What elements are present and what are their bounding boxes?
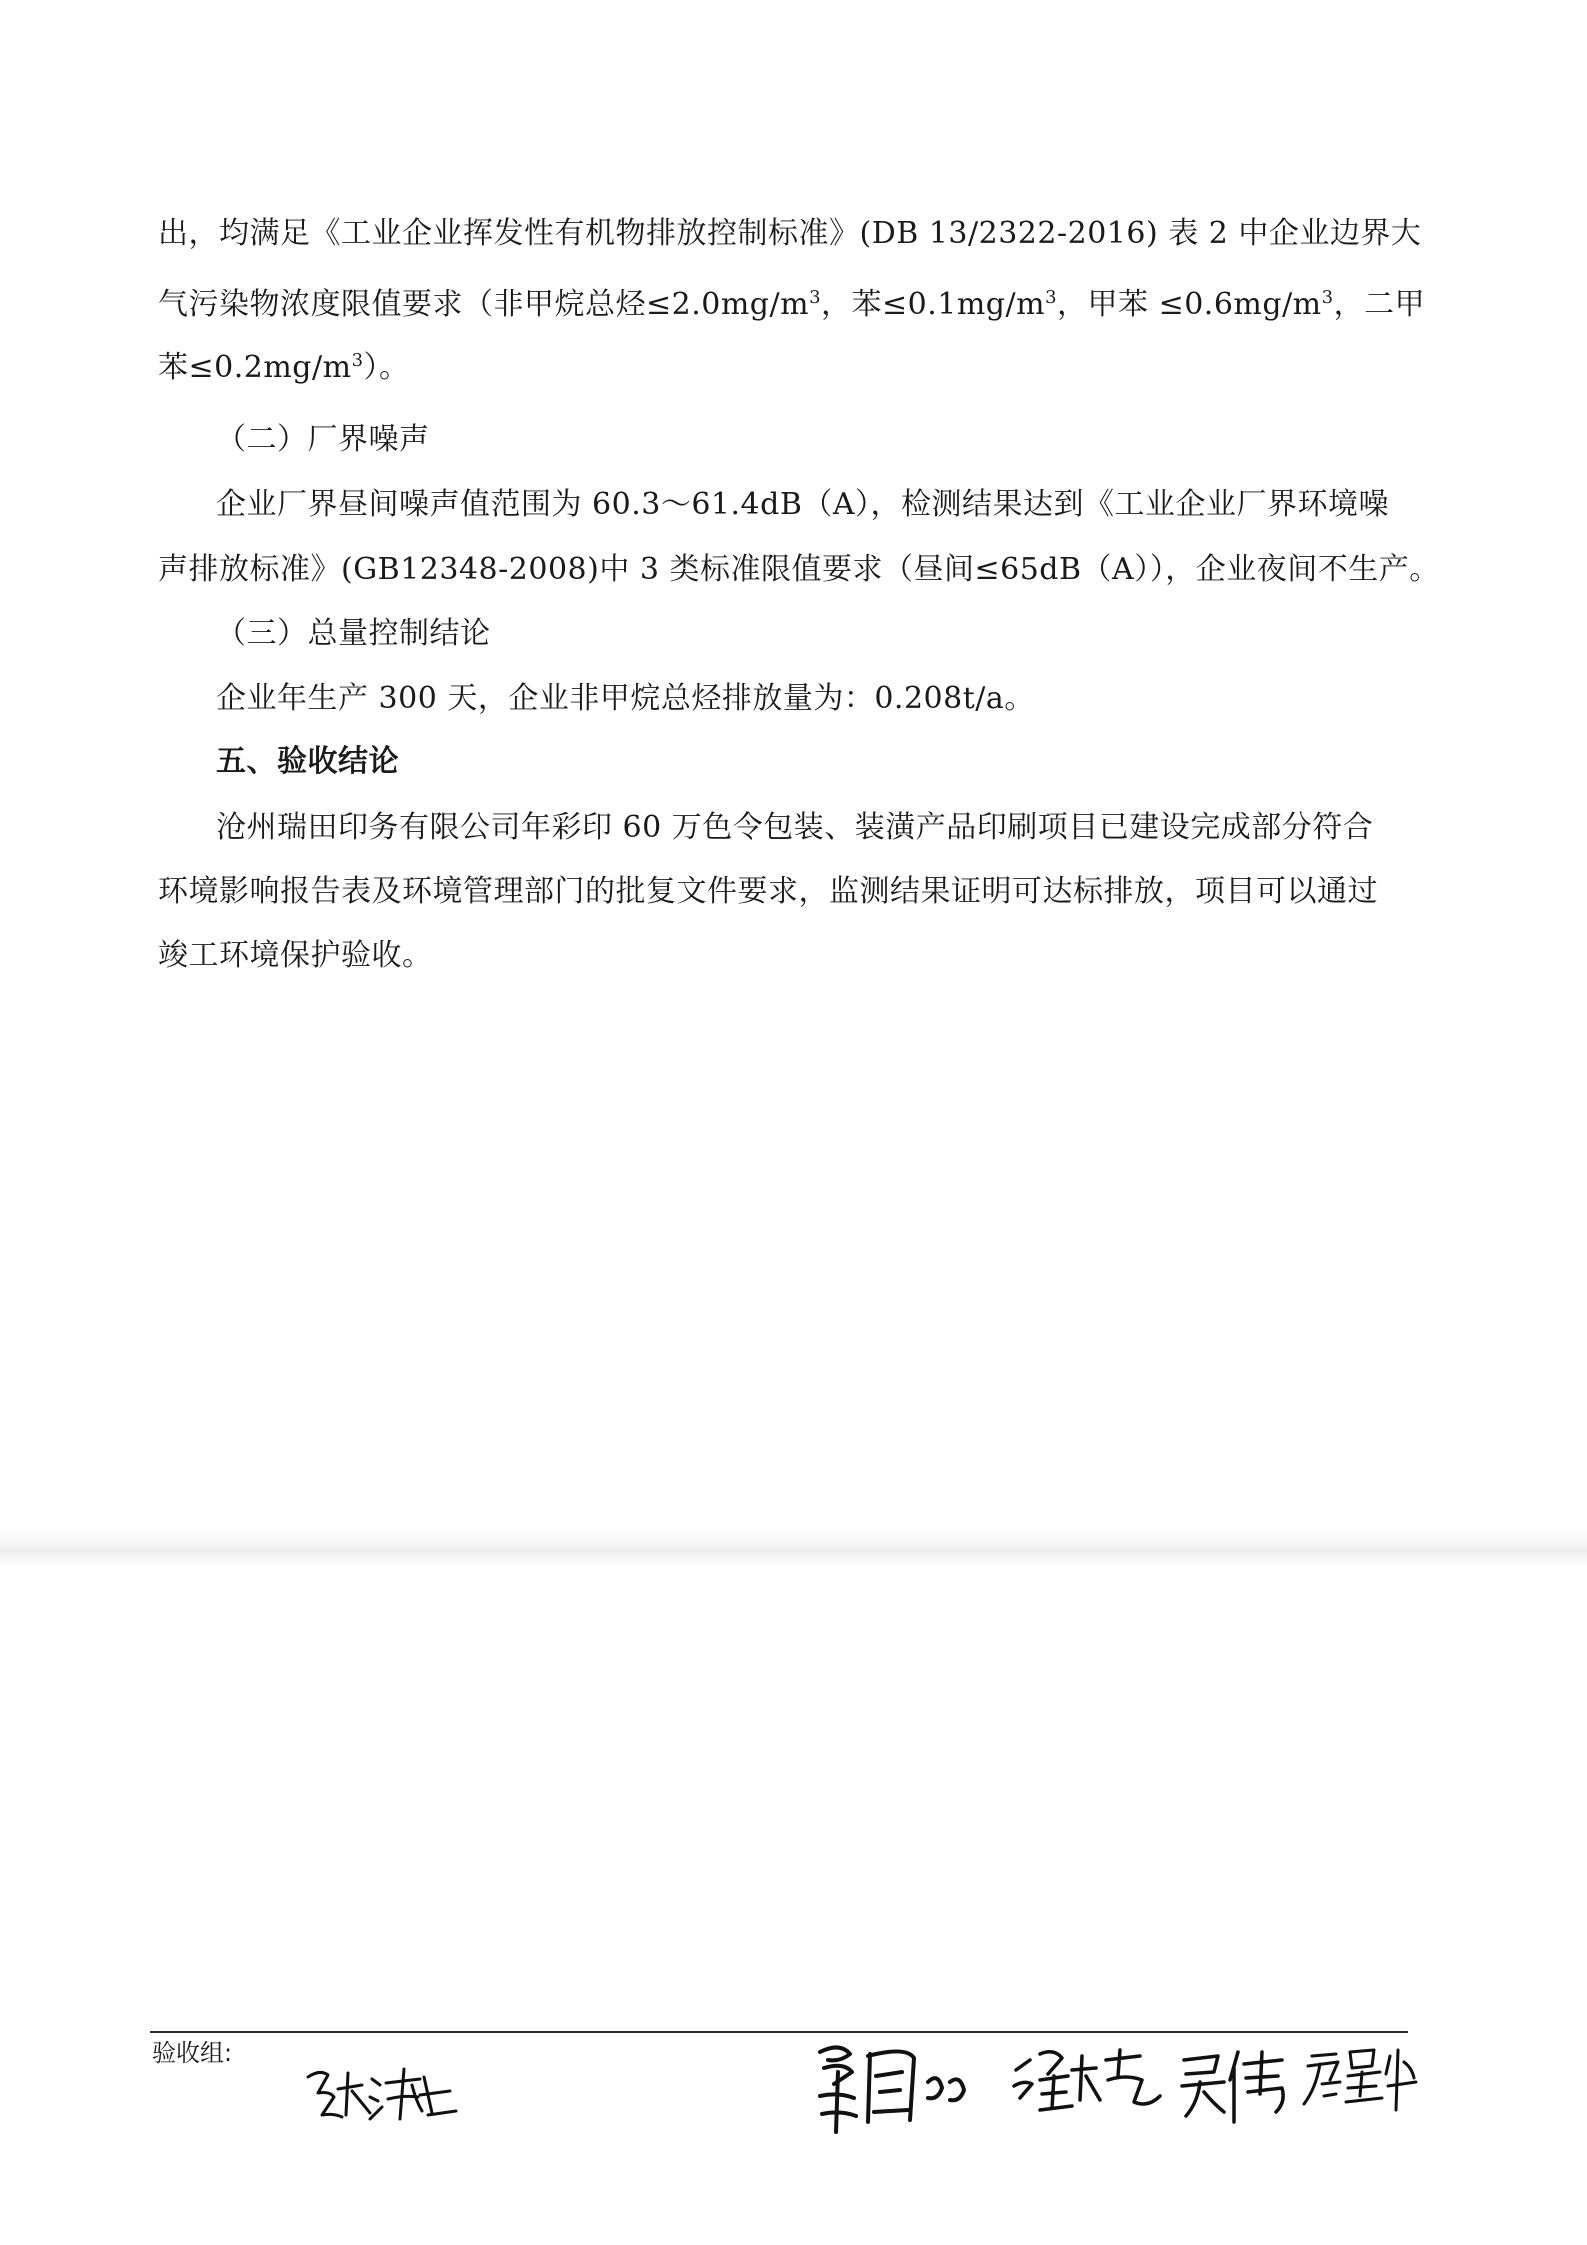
paragraph-1-line-1: 出，均满足《工业企业挥发性有机物排放控制标准》(DB 13/2322-2016) 表 2 中企业边界大 <box>158 216 1422 251</box>
signature-3 <box>1010 2040 1170 2120</box>
paragraph-2-line-1: 企业厂界昼间噪声值范围为 60.3～61.4dB（A），检测结果达到《工业企业厂界环境噪 <box>216 487 1390 522</box>
section-heading-conclusion: 五、验收结论 <box>216 744 399 779</box>
signature-2 <box>810 2032 990 2142</box>
superscript: 3 <box>351 350 364 371</box>
paragraph-2-line-2: 声排放标准》(GB12348-2008)中 3 类标准限值要求（昼间≤65dB（A）），企业夜间不生产。 <box>158 552 1440 587</box>
text-segment: 苯≤0.2mg/m <box>158 350 352 385</box>
section-heading-noise: （二）厂界噪声 <box>216 422 430 457</box>
superscript: 3 <box>1321 287 1334 308</box>
text-segment: ，二甲 <box>1333 287 1426 322</box>
paragraph-1-line-3 <box>158 348 410 388</box>
superscript: 3 <box>1045 287 1058 308</box>
footer-rule <box>150 2031 1408 2033</box>
signature-1 <box>300 2055 460 2135</box>
paragraph-5-line-2: 环境影响报告表及环境管理部门的批复文件要求，监测结果证明可达标排放，项目可以通过 <box>158 874 1378 909</box>
paragraph-5-line-3: 竣工环境保护验收。 <box>158 938 433 973</box>
superscript: 3 <box>809 287 822 308</box>
text-segment: ，甲苯 ≤0.6mg/m <box>1057 287 1322 322</box>
paragraph-5-line-1: 沧州瑞田印务有限公司年彩印 60 万色令包装、装潢产品印刷项目已建设完成部分符合 <box>216 810 1374 845</box>
signature-5 <box>1300 2040 1420 2120</box>
text-segment: ，苯≤0.1mg/m <box>821 287 1046 322</box>
signature-4 <box>1178 2042 1298 2127</box>
paragraph-3: 企业年生产 300 天，企业非甲烷总烃排放量为：0.208t/a。 <box>216 681 1035 716</box>
text-segment: 气污染物浓度限值要求（非甲烷总烃≤2.0mg/m <box>158 287 810 322</box>
text-segment: ）。 <box>363 350 410 385</box>
section-heading-total-control: （三）总量控制结论 <box>216 616 491 651</box>
paragraph-1-line-2 <box>158 285 1425 325</box>
scan-artifact-band <box>0 1528 1587 1568</box>
acceptance-group-label: 验收组: <box>152 2039 233 2067</box>
